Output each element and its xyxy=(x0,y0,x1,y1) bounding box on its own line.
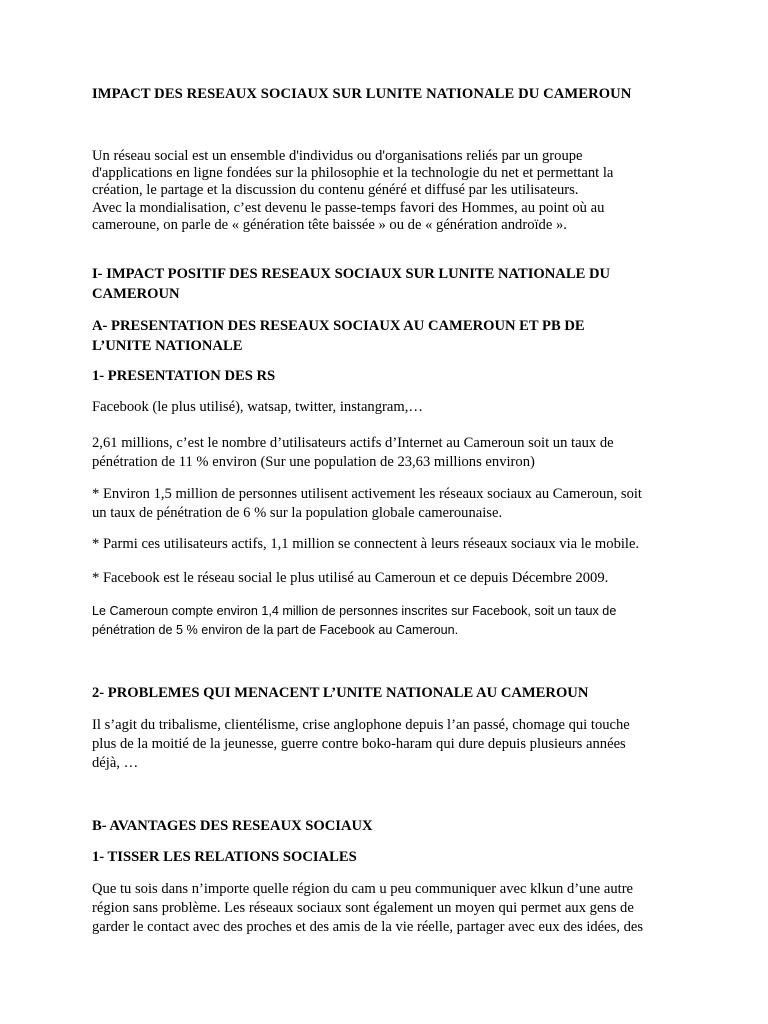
section-b-heading: B- AVANTAGES DES RESEAUX SOCIAUX xyxy=(92,818,373,834)
stat-3-paragraph: * Parmi ces utilisateurs actifs, 1,1 million se connectent à leurs réseaux sociaux via le mobile. xyxy=(92,536,640,552)
intro-paragraph xyxy=(92,148,692,234)
problems-paragraph: Il s’agit du tribalisme, clientélisme, crise anglophone depuis l’an passé, chomage qui touche plus de la moitié de la jeunesse, guerre contre boko-haram qui dure depuis plusieurs années déjà, … xyxy=(92,717,630,771)
sub-2-heading: 2- PROBLEMES QUI MENACENT L’UNITE NATIONALE AU CAMEROUN xyxy=(92,685,589,701)
stat-4-paragraph: * Facebook est le réseau social le plus utilisé au Cameroun et ce depuis Décembre 2009. xyxy=(92,570,609,586)
section-a-heading: A- PRESENTATION DES RESEAUX SOCIAUX AU CAMEROUN ET PB DE L’UNITE NATIONALE xyxy=(92,318,585,354)
sub-b1-heading: 1- TISSER LES RELATIONS SOCIALES xyxy=(92,849,357,865)
intro-line: Un réseau social est un ensemble d'individus ou d'organisations reliés par un groupe xyxy=(92,148,583,164)
intro-line: cameroune, on parle de « génération tête baissée » ou de « génération androïde ». xyxy=(92,216,567,233)
rs-list: Facebook (le plus utilisé), watsap, twitter, instangram,… xyxy=(92,399,423,415)
intro-line: d'applications en ligne fondées sur la philosophie et la technologie du net et permettant la xyxy=(92,165,614,182)
intro-line: Avec la mondialisation, c’est devenu le passe-temps favori des Hommes, au point où au xyxy=(92,199,605,216)
document-title: IMPACT DES RESEAUX SOCIAUX SUR LUNITE NATIONALE DU CAMEROUN xyxy=(92,86,632,102)
stat-2-paragraph: * Environ 1,5 million de personnes utilisent activement les réseaux sociaux au Cameroun, soit un taux de pénétration de 6 % sur la population globale camerounaise. xyxy=(92,486,642,521)
intro-line: création, le partage et la discussion du contenu généré et diffusé par les utilisateurs. xyxy=(92,182,579,199)
relations-paragraph: Que tu sois dans n’importe quelle région du cam u peu communiquer avec klkun d’une autre région sans problème. Les réseaux sociaux sont également un moyen qui permet aux gens de garder le contact avec des proches et des amis de la vie réelle, partager avec eux des idées, des xyxy=(92,881,644,935)
sub-1-heading: 1- PRESENTATION DES RS xyxy=(92,368,276,384)
section-1-heading: I- IMPACT POSITIF DES RESEAUX SOCIAUX SUR LUNITE NATIONALE DU CAMEROUN xyxy=(92,266,611,302)
stat-5-paragraph: Le Cameroun compte environ 1,4 million de personnes inscrites sur Facebook, soit un taux de pénétration de 5 % environ de la part de Facebook au Cameroun. xyxy=(92,604,617,637)
stat-1-paragraph: 2,61 millions, c’est le nombre d’utilisateurs actifs d’Internet au Cameroun soit un taux de pénétration de 11 % environ (Sur une population de 23,63 millions environ) xyxy=(92,435,614,470)
